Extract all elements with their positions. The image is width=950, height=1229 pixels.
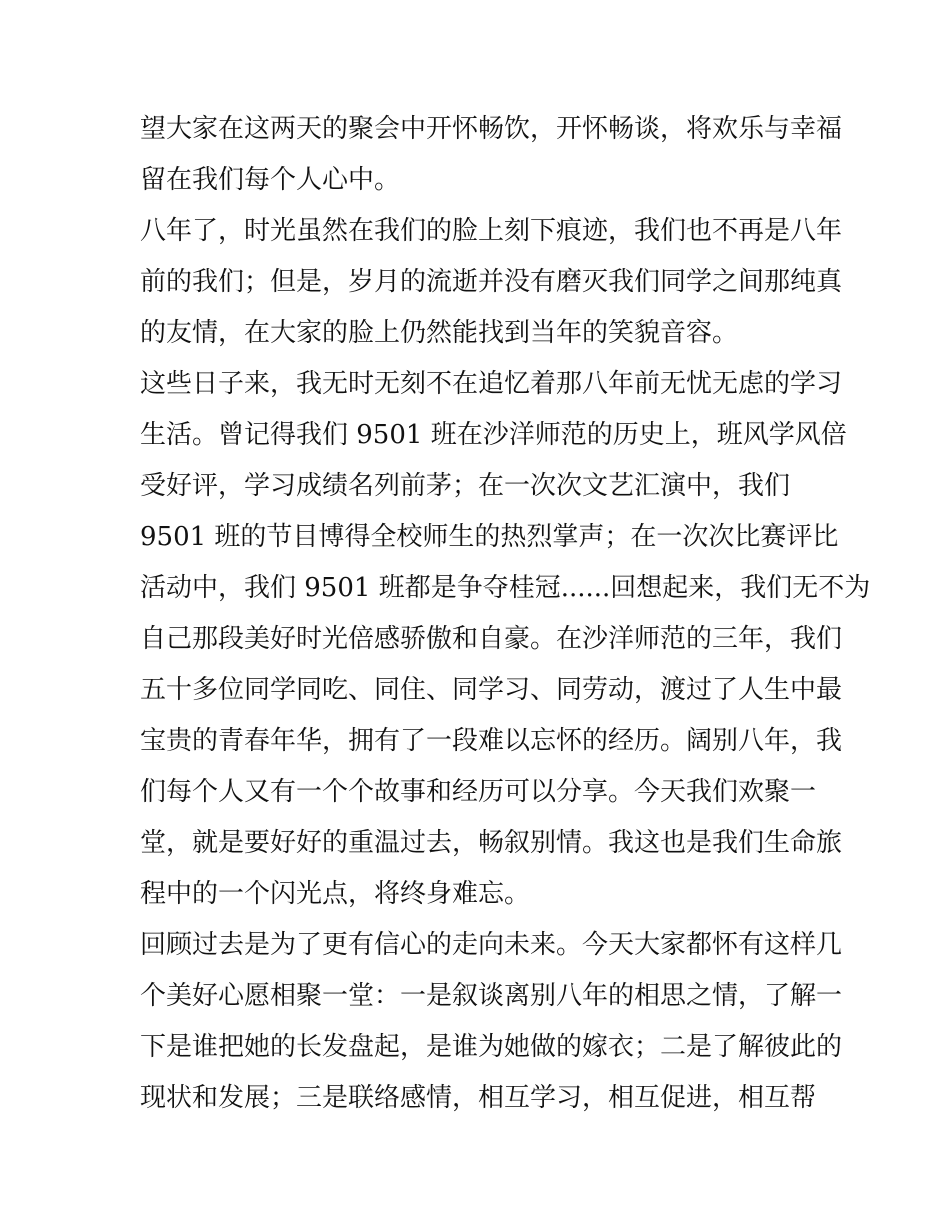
document-page [140,104,871,1124]
text-line: 留在我们每个人心中。 [140,165,401,195]
text-line: 活动中，我们 9501 班都是争夺桂冠......回想起来，我们无不为 [140,573,871,603]
text-line: 前的我们；但是，岁月的流逝并没有磨灭我们同学之间那纯真 [140,267,843,297]
text-line: 回顾过去是为了更有信心的走向未来。今天大家都怀有这样几 [140,930,843,960]
text-line: 自己那段美好时光倍感骄傲和自豪。在沙洋师范的三年，我们 [140,624,843,654]
text-line: 下是谁把她的长发盘起，是谁为她做的嫁衣；二是了解彼此的 [140,1032,843,1062]
text-line: 个美好心愿相聚一堂：一是叙谈离别八年的相思之情，了解一 [140,981,843,1011]
text-line: 八年了，时光虽然在我们的脸上刻下痕迹，我们也不再是八年 [140,216,843,246]
text-line: 们每个人又有一个个故事和经历可以分享。今天我们欢聚一 [140,777,817,807]
text-line: 生活。曾记得我们 9501 班在沙洋师范的历史上，班风学风倍 [140,420,847,450]
text-line: 望大家在这两天的聚会中开怀畅饮，开怀畅谈，将欢乐与幸福 [140,114,843,144]
text-line: 这些日子来，我无时无刻不在追忆着那八年前无忧无虑的学习 [140,369,843,399]
text-line: 堂，就是要好好的重温过去，畅叙别情。我这也是我们生命旅 [140,828,843,858]
text-line: 五十多位同学同吃、同住、同学习、同劳动，渡过了人生中最 [140,675,843,705]
text-line: 受好评，学习成绩名列前茅；在一次次文艺汇演中，我们 [140,471,791,501]
text-line: 9501 班的节目博得全校师生的热烈掌声；在一次次比赛评比 [140,522,839,552]
text-line: 的友情，在大家的脸上仍然能找到当年的笑貌音容。 [140,318,739,348]
text-line: 宝贵的青春年华，拥有了一段难以忘怀的经历。阔别八年，我 [140,726,843,756]
text-line: 程中的一个闪光点，将终身难忘。 [140,879,531,909]
text-line: 现状和发展；三是联络感情，相互学习，相互促进，相互帮 [140,1083,817,1113]
